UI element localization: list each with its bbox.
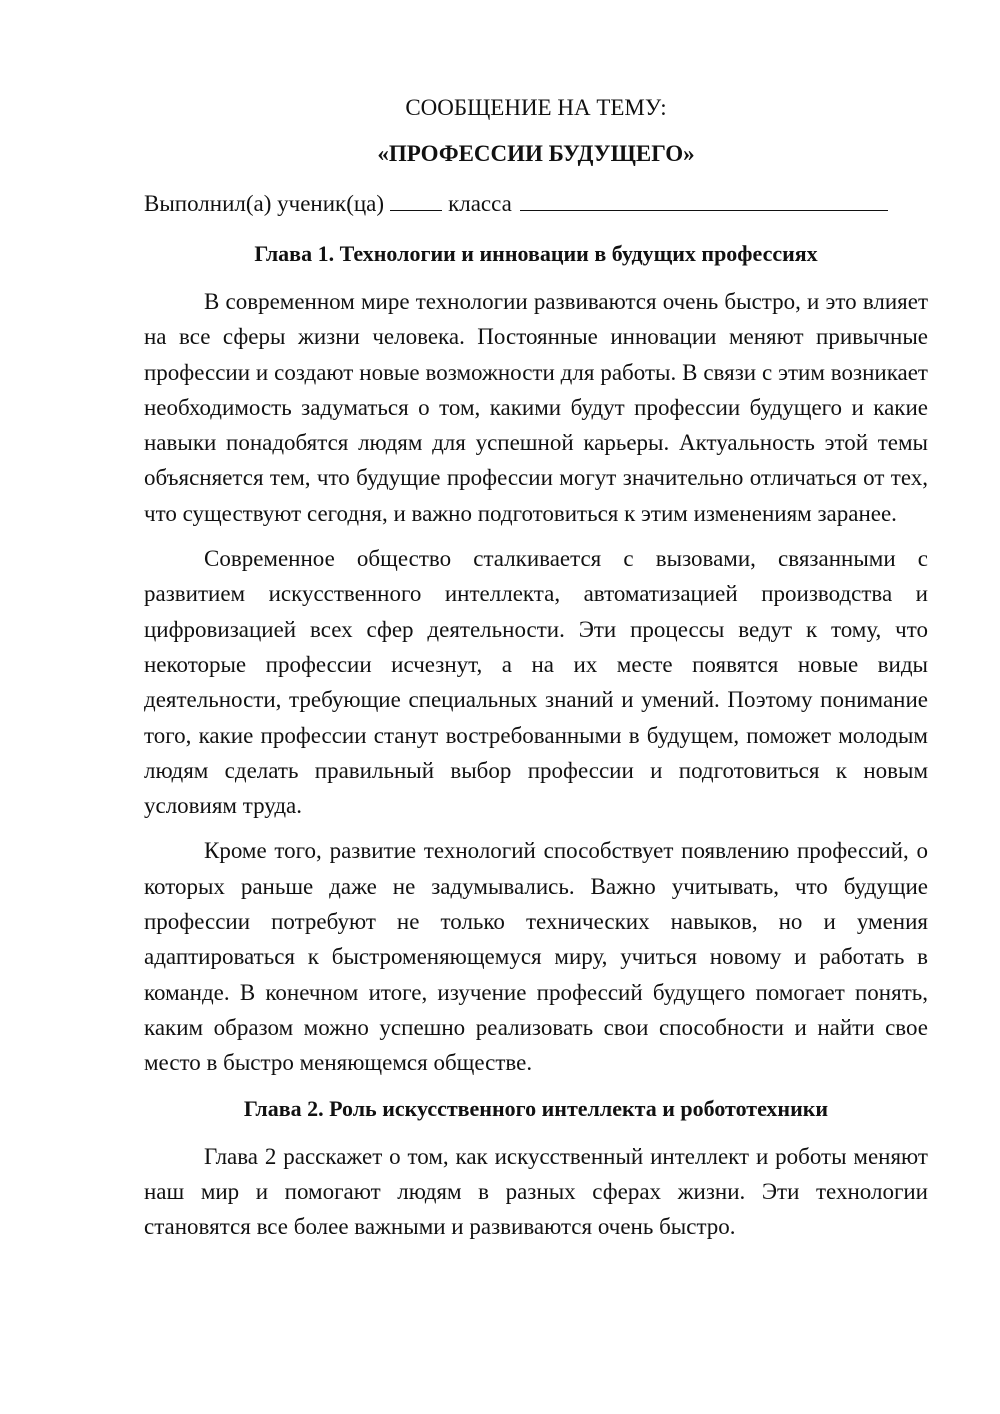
document-page xyxy=(144,90,928,1244)
chapter-1-title: Глава 1. Технологии и инновации в будущих профессиях xyxy=(254,241,818,266)
class-number-blank xyxy=(390,191,442,211)
author-prefix: Выполнил(а) ученик(ца) xyxy=(144,191,385,216)
chapter-2-title: Глава 2. Роль искусственного интеллекта и робототехники xyxy=(243,1095,829,1121)
chapter-1-paragraph-1: В современном мире технологии развиваются очень быстро, и это влияет на все сферы жизни человека. Постоянные инновации меняют привычные профессии и создают новые возможности для работы. В связи с этим возникает необходимость задуматься о том, какими будут профессии будущего и какие навыки понадобятся людям для успешной карьеры. Актуальность этой темы объясняется тем, что будущие профессии могут значительно отличаться от тех, что существуют сегодня, и важно подготовиться к этим изменениям заранее. xyxy=(144,289,928,526)
author-line xyxy=(144,186,928,222)
chapter-1-paragraph-2: Современное общество сталкивается с вызовами, связанными с развитием искусственного интеллекта, автоматизацией производства и цифровизацией всех сфер деятельности. Эти процессы ведут к тому, что некоторые профессии исчезнут, а на их месте появятся новые виды деятельности, требующие специальных знаний и умений. Поэтому понимание того, какие профессии станут востребованными в будущем, поможет молодым людям сделать правильный выбор профессии и подготовиться к новым условиям труда. xyxy=(144,546,928,819)
author-name-blank xyxy=(520,191,888,211)
document-title-topic: «ПРОФЕССИИ БУДУЩЕГО» xyxy=(377,141,695,166)
chapter-2-paragraph-1: Глава 2 расскажет о том, как искусственный интеллект и роботы меняют наш мир и помогают людям в разных сферах жизни. Эти технологии становятся все более важными и развиваются очень быстро. xyxy=(144,1143,928,1240)
author-class-label: класса xyxy=(448,191,512,216)
chapter-1-paragraph-3: Кроме того, развитие технологий способствует появлению профессий, о которых раньше даже не задумывались. Важно учитывать, что будущие профессии потребуют не только технических навыков, но и умения адаптироваться к быстроменяющемуся миру, учиться новому и работать в команде. В конечном итоге, изучение профессий будущего помогает понять, каким образом можно успешно реализовать свои способности и найти свое место в быстро меняющемся обществе. xyxy=(144,838,928,1076)
document-title-line-1: СООБЩЕНИЕ НА ТЕМУ: xyxy=(405,95,667,120)
